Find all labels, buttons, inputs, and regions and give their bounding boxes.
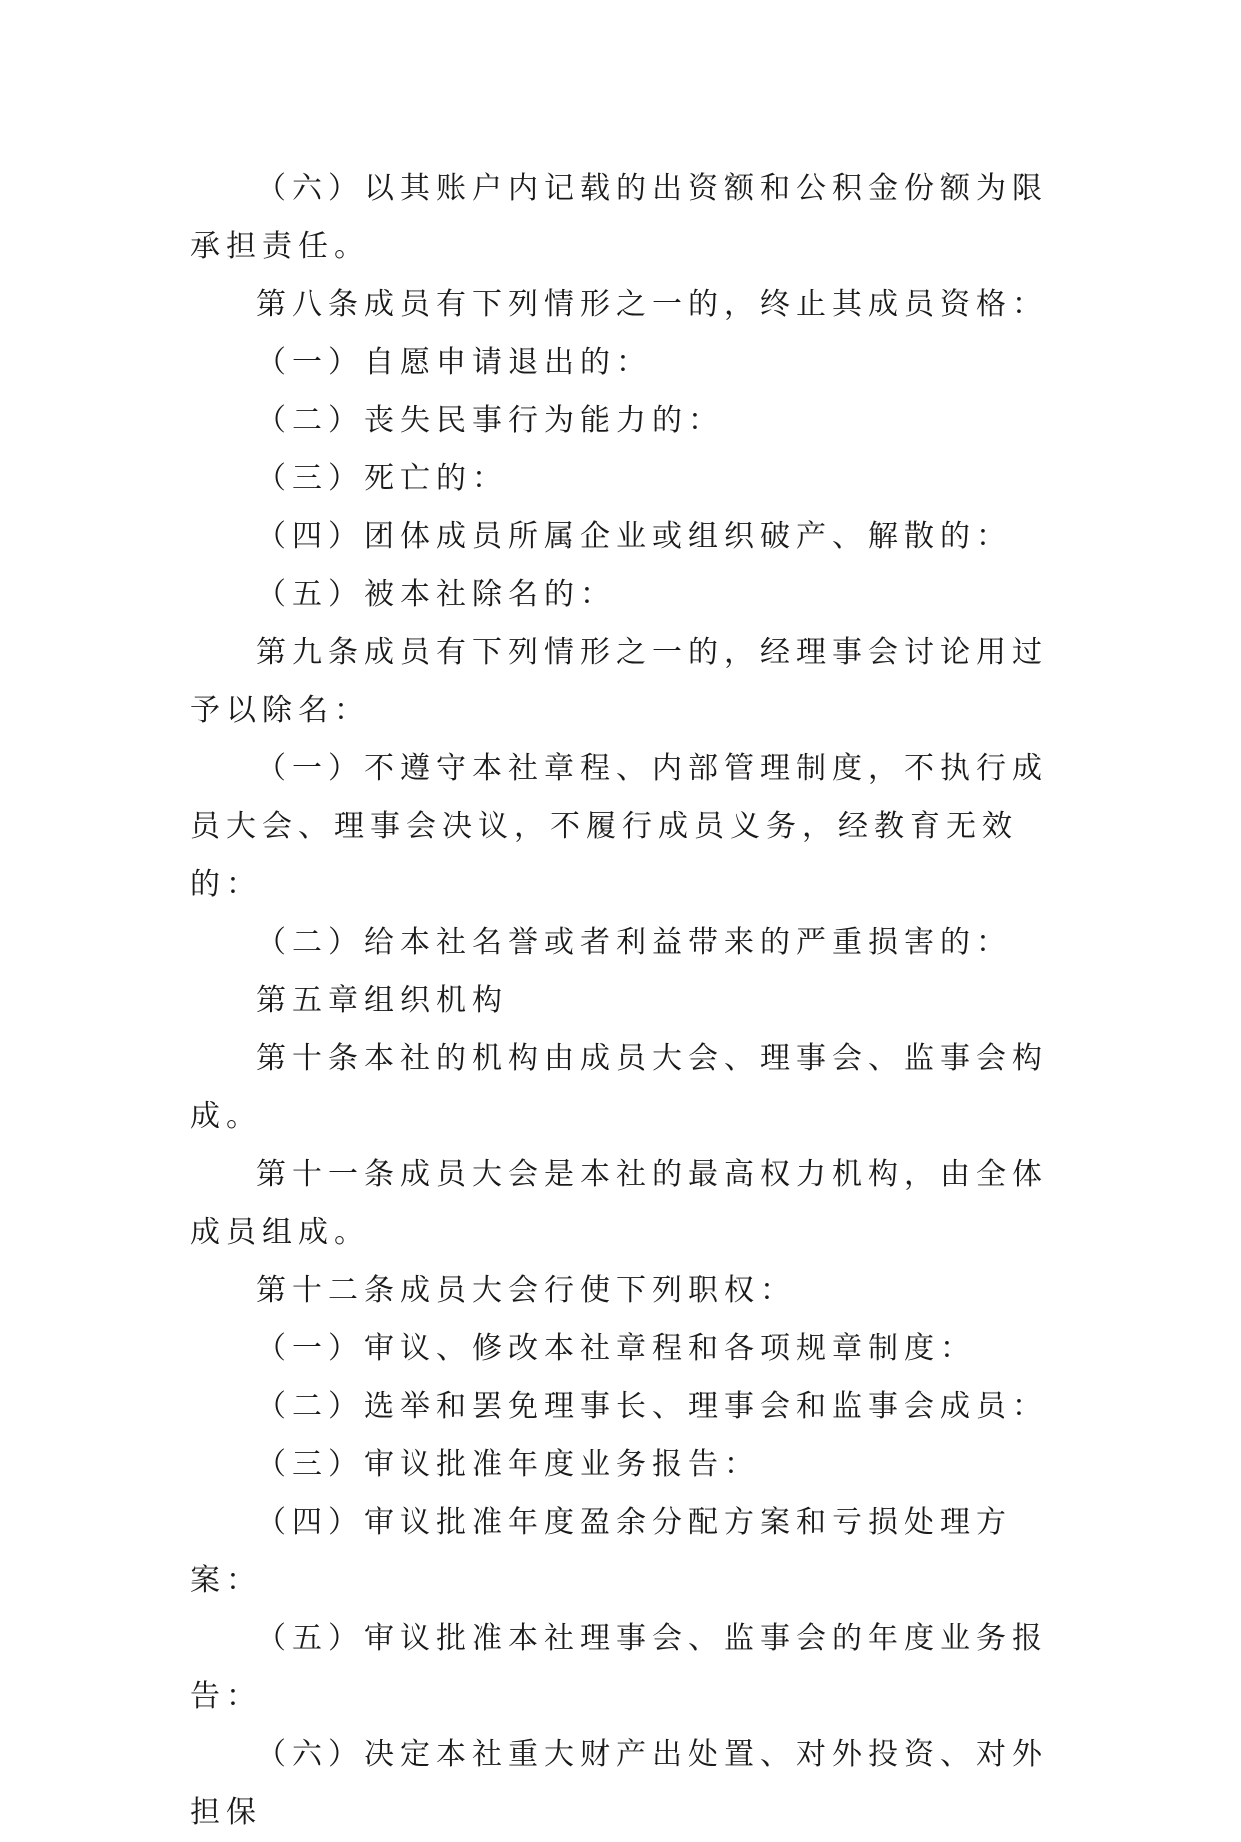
paragraph-article-12: 第十二条成员大会行使下列职权： (256, 1273, 796, 1308)
list-item: （一）自愿申请退出的： (256, 345, 652, 380)
list-item: （二）选举和罢免理事长、理事会和监事会成员： (256, 1389, 1048, 1424)
list-item: （五）被本社除名的： (256, 577, 616, 612)
list-item: （六）决定本社重大财产出处置、对外投资、对外担保 (190, 1737, 1048, 1830)
list-item: （三）死亡的： (256, 461, 508, 496)
paragraph-article-10: 第十条本社的机构由成员大会、理事会、监事会构成。 (190, 1041, 1048, 1134)
list-item: （三）审议批准年度业务报告： (256, 1447, 760, 1482)
list-item: （二）丧失民事行为能力的： (256, 403, 724, 438)
paragraph-article-8: 第八条成员有下列情形之一的，终止其成员资格： (256, 287, 1048, 322)
document-body (190, 160, 1050, 1842)
paragraph-article-9: 第九条成员有下列情形之一的，经理事会讨论用过予以除名： (190, 635, 1048, 728)
chapter-heading: 第五章组织机构 (256, 983, 508, 1018)
list-item: （一）审议、修改本社章程和各项规章制度： (256, 1331, 976, 1366)
list-item: （四）审议批准年度盈余分配方案和亏损处理方案： (190, 1505, 1012, 1598)
paragraph-liability: （六）以其账户内记载的出资额和公积金份额为限承担责任。 (190, 171, 1048, 264)
list-item: （二）给本社名誉或者利益带来的严重损害的： (256, 925, 1012, 960)
paragraph-article-11: 第十一条成员大会是本社的最高权力机构，由全体成员组成。 (190, 1157, 1048, 1250)
list-item: （一）不遵守本社章程、内部管理制度，不执行成员大会、理事会决议，不履行成员义务，经教育无效的： (190, 751, 1048, 902)
list-item: （四）团体成员所属企业或组织破产、解散的： (256, 519, 1012, 554)
list-item: （五）审议批准本社理事会、监事会的年度业务报告： (190, 1621, 1048, 1714)
